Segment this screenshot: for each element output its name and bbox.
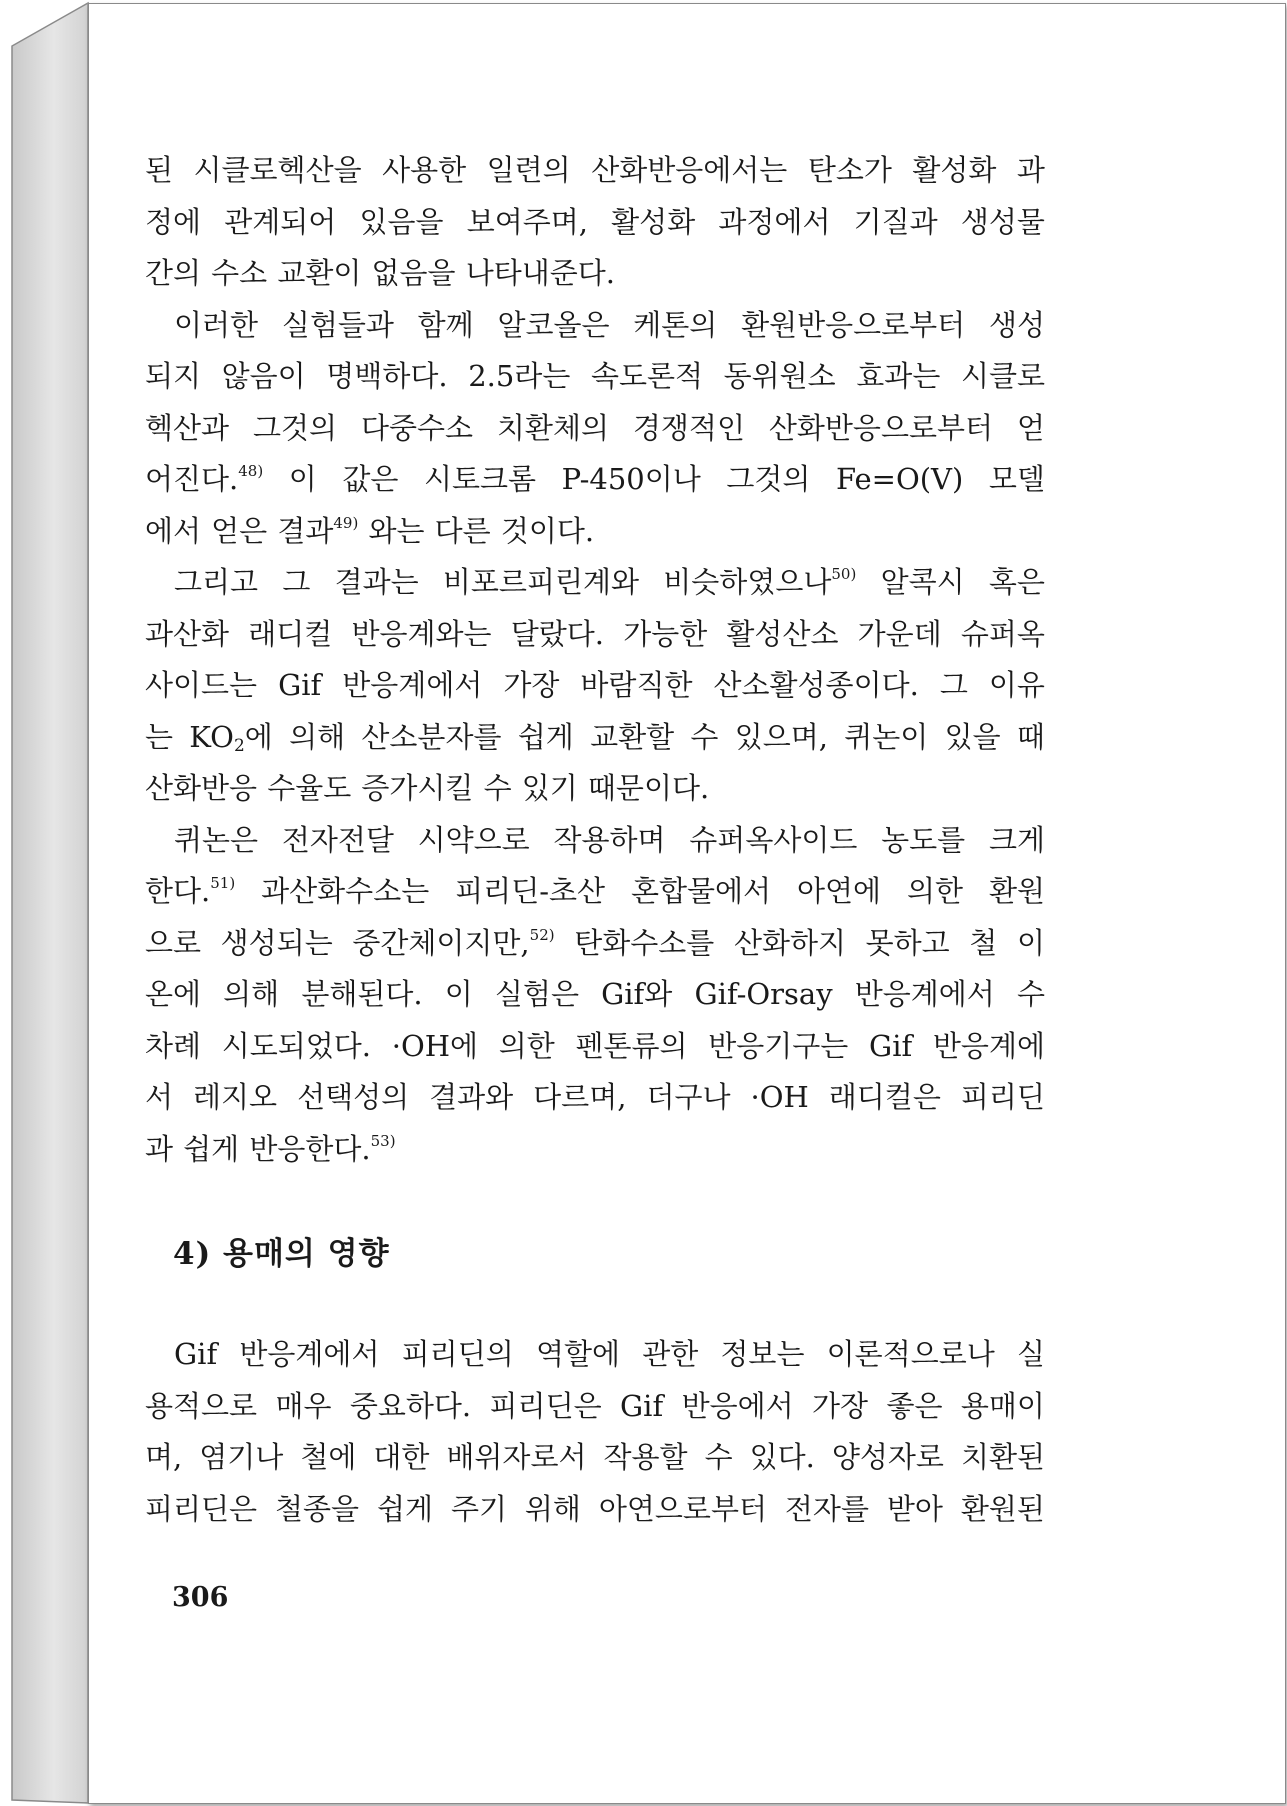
text-word: 탄화수소를 xyxy=(574,925,715,960)
text-word: 반응계에서 xyxy=(239,1337,380,1371)
paragraph-3 xyxy=(145,557,1045,815)
text-word: 그 xyxy=(282,565,311,599)
text-word: 있기 xyxy=(521,771,578,805)
text-word: 치환된 xyxy=(960,1440,1045,1474)
text-word: 피리딘은 xyxy=(489,1388,602,1423)
text-word: 와는 xyxy=(368,513,425,548)
text-word: 반응계에서 xyxy=(854,977,995,1011)
text-word: 못하고 xyxy=(865,925,950,960)
text-word: 대한 xyxy=(373,1440,430,1474)
text-word: Gif xyxy=(174,1337,218,1371)
text-word: 동위원소 xyxy=(723,359,836,393)
text-word: 과정에서 xyxy=(718,204,831,239)
text-word: 가운데 xyxy=(857,616,942,651)
body-text-bottom xyxy=(145,1329,1045,1535)
text-word: 작용하며 xyxy=(553,822,666,857)
text-line xyxy=(145,609,1045,661)
page-number: 306 xyxy=(172,1582,229,1613)
text-word: 반응계에서 xyxy=(342,668,483,702)
text-line xyxy=(145,1432,1045,1484)
text-word: 있다. xyxy=(749,1440,815,1474)
text-line xyxy=(145,815,1045,867)
text-word: 분해된다. xyxy=(301,977,423,1011)
text-word: 헥산과 xyxy=(145,410,230,445)
text-word: 교환할 xyxy=(590,719,675,754)
text-word: 철종을 xyxy=(275,1491,360,1526)
text-word: 결과는 xyxy=(334,565,419,599)
text-word: 다중수소 xyxy=(360,410,473,445)
text-word: 차례 xyxy=(145,1028,202,1063)
text-line xyxy=(145,1072,1045,1124)
text-word: Gif와 xyxy=(601,977,673,1011)
text-word: 그 xyxy=(939,668,968,702)
text-word: 전자전달 xyxy=(281,822,394,857)
text-word: 중간체이지만,$^{52)}$ xyxy=(352,925,555,960)
text-word: 시도되었다. xyxy=(221,1028,372,1063)
text-line xyxy=(145,918,1045,970)
text-word: 과 xyxy=(145,1131,174,1166)
text-word: Fe=O(V) xyxy=(835,462,964,496)
text-word: 수 xyxy=(483,771,512,805)
section-heading: 4) 용매의 영향 xyxy=(173,1236,390,1272)
text-word: 주기 xyxy=(450,1491,507,1526)
text-word: 활성화 xyxy=(912,153,997,187)
text-word: 의해 xyxy=(289,719,346,754)
text-word: 효과는 xyxy=(856,359,941,393)
text-word: 속도론적 xyxy=(590,359,704,393)
text-word: 피리딘-초산 xyxy=(455,874,606,908)
text-word: 작용할 xyxy=(603,1440,688,1474)
text-word: 교환이 xyxy=(277,256,362,290)
text-line xyxy=(145,197,1045,249)
text-word: 관계되어 xyxy=(224,204,337,239)
text-word: 실험은 xyxy=(494,977,579,1011)
text-line xyxy=(145,248,1045,300)
text-line xyxy=(145,866,1045,918)
text-word: 없음을 xyxy=(371,256,456,290)
text-word: 펜톤류의 xyxy=(575,1028,688,1063)
text-word: 된 xyxy=(145,153,174,187)
text-word: ·OH에 xyxy=(391,1028,479,1063)
text-word: 크게 xyxy=(988,822,1045,857)
text-word: 반응계와는 xyxy=(351,616,492,651)
text-word: 쉽게 xyxy=(376,1491,434,1526)
text-word: 탄소가 xyxy=(807,153,892,187)
text-word: 수 xyxy=(690,719,719,754)
text-word: 케톤의 xyxy=(633,307,718,342)
text-word: 반응계에 xyxy=(932,1028,1045,1063)
text-word: 어진다.$^{48)}$ xyxy=(145,462,264,496)
text-word: 의해 xyxy=(223,977,280,1011)
text-word: 시클로 xyxy=(960,359,1045,393)
text-word: 선택성의 xyxy=(297,1080,410,1114)
text-word: 과 xyxy=(1016,153,1045,187)
text-word: Gif xyxy=(869,1028,913,1063)
text-word: 가장 xyxy=(503,668,560,702)
text-word: 며, xyxy=(145,1440,183,1474)
text-line xyxy=(145,403,1045,455)
text-word: 관한 xyxy=(642,1337,699,1371)
text-word: 되지 xyxy=(145,359,202,393)
text-line xyxy=(145,660,1045,712)
text-word: Gif xyxy=(620,1388,664,1423)
text-word: 이유 xyxy=(988,668,1045,702)
text-word: 산화반응으로부터 xyxy=(768,410,994,445)
text-word: 결과와 xyxy=(429,1080,514,1114)
text-word: 얻 xyxy=(1016,410,1045,445)
text-word: Gif-Orsay xyxy=(694,977,833,1011)
text-line xyxy=(145,712,1045,764)
text-word: 과산화수소는 xyxy=(261,874,430,908)
text-line xyxy=(145,506,1045,558)
paragraph-4 xyxy=(145,815,1045,1176)
text-word: 기질과 xyxy=(853,204,938,239)
text-word: 좋은 xyxy=(886,1388,943,1423)
text-line xyxy=(145,1124,1045,1176)
text-word: 함께 xyxy=(417,307,474,342)
text-word: 반응기구는 xyxy=(708,1028,849,1063)
text-word: 한다.$^{51)}$ xyxy=(145,874,236,908)
text-line xyxy=(145,1329,1045,1381)
text-word: 실험들과 xyxy=(281,307,394,342)
text-line xyxy=(145,145,1045,197)
text-word: 사용한 xyxy=(382,153,467,187)
body-text-top xyxy=(145,145,1045,1175)
text-word: 이 xyxy=(288,462,317,496)
text-line xyxy=(145,1021,1045,1073)
text-word: 혼합물에서 xyxy=(630,874,772,908)
text-line xyxy=(145,1484,1045,1536)
text-word: 산소활성종이다. xyxy=(713,668,919,702)
text-word: 있으며, xyxy=(734,719,828,754)
text-word: 더구나 xyxy=(646,1080,731,1114)
text-word: 용매이 xyxy=(960,1388,1045,1423)
text-word: 매우 xyxy=(275,1388,332,1423)
text-word: 비슷하였으나$^{50)}$ xyxy=(663,565,857,599)
text-word: 때 xyxy=(1016,719,1045,754)
text-word: 생성물 xyxy=(960,204,1045,239)
text-word: 퀴논이 xyxy=(844,719,929,754)
text-word: 때문이다. xyxy=(587,771,710,805)
text-word: 으로 xyxy=(145,925,202,960)
text-word: 활성산소 xyxy=(726,616,839,651)
text-word: 있음을 xyxy=(359,204,444,239)
text-word: 사이드는 xyxy=(145,668,258,702)
text-word: 보여주며, xyxy=(466,204,588,239)
text-word: 경쟁적인 xyxy=(632,410,745,445)
citation-48: 48) xyxy=(238,462,264,480)
text-word: 받아 xyxy=(886,1491,943,1526)
text-word: 생성 xyxy=(988,307,1045,342)
text-word: 철에 xyxy=(300,1440,357,1474)
text-word: 이 xyxy=(444,977,473,1011)
text-word: 다르며, xyxy=(533,1080,627,1114)
text-word: 생성되는 xyxy=(220,925,333,960)
text-word: 래디컬 xyxy=(248,616,333,651)
text-word: 바람직한 xyxy=(580,668,693,702)
text-word: 산화하지 xyxy=(733,925,846,960)
text-word: 가능한 xyxy=(623,616,708,651)
text-word: 알코올은 xyxy=(497,307,610,342)
text-word: 의한 xyxy=(498,1028,555,1063)
text-word: 양성자로 xyxy=(831,1440,944,1474)
text-word: 레지오 xyxy=(193,1080,278,1114)
text-word: 환원된 xyxy=(960,1491,1045,1526)
text-word: 과산화 xyxy=(145,616,230,651)
text-word: 피리딘 xyxy=(960,1080,1045,1114)
citation-49: 49) xyxy=(333,513,359,532)
text-word: 수소 xyxy=(211,256,268,290)
text-word: 역할에 xyxy=(535,1337,620,1371)
text-word: 산소분자를 xyxy=(361,719,502,754)
citation-52: 52) xyxy=(529,925,555,944)
text-word: 아연에 xyxy=(797,874,882,908)
text-word: 시토크롬 xyxy=(424,462,537,496)
text-line xyxy=(145,300,1045,352)
text-word: ·OH xyxy=(750,1080,809,1114)
text-word: 비포르피린계와 xyxy=(442,565,640,599)
text-word: 가장 xyxy=(812,1388,869,1423)
text-word: 얻은 xyxy=(211,513,268,548)
text-word: 는 xyxy=(145,719,174,754)
paragraph-1 xyxy=(145,145,1045,300)
text-word: 배위자로서 xyxy=(446,1440,587,1474)
text-word: 값은 xyxy=(342,462,399,496)
text-word: 철 xyxy=(969,925,998,960)
text-word: 온에 xyxy=(145,977,202,1011)
paragraph-5 xyxy=(145,1329,1045,1535)
text-word: 일련의 xyxy=(486,153,571,187)
text-word: 있을 xyxy=(944,719,1001,754)
text-word: P-450이나 xyxy=(561,462,701,496)
text-word: 이 xyxy=(1016,925,1045,960)
text-word: 농도를 xyxy=(881,822,966,857)
text-word: 쉽게 xyxy=(517,719,574,754)
text-word: 이러한 xyxy=(174,307,259,342)
text-word: 슈퍼옥사이드 xyxy=(689,822,858,857)
text-word: 염기나 xyxy=(199,1440,284,1474)
text-word: 쉽게 xyxy=(183,1131,240,1166)
citation-50: 50) xyxy=(831,565,857,583)
text-word: 결과$^{49)}$ xyxy=(277,513,359,548)
text-word: 서 xyxy=(145,1080,174,1114)
text-line xyxy=(145,454,1045,506)
text-word: 산화반응에서는 xyxy=(591,153,788,187)
text-word: 그리고 xyxy=(174,565,259,599)
text-word: 것이다. xyxy=(500,513,595,548)
text-word: 치환체의 xyxy=(496,410,609,445)
text-word: 혹은 xyxy=(988,565,1045,599)
paragraph-2 xyxy=(145,300,1045,558)
text-word: 그것의 xyxy=(252,410,338,445)
text-word: 위해 xyxy=(524,1491,581,1526)
text-word: 반응에서 xyxy=(681,1388,794,1423)
text-word: 나타내준다. xyxy=(465,256,616,290)
text-word: 간의 xyxy=(145,256,202,290)
text-word: 피리딘은 xyxy=(145,1491,258,1526)
text-word: Gif xyxy=(278,668,322,702)
text-line xyxy=(145,1381,1045,1433)
text-word: 시약으로 xyxy=(417,822,530,857)
text-word: 알콕시 xyxy=(880,565,965,599)
text-line xyxy=(145,763,1045,815)
text-word: 이론적으로나 xyxy=(826,1337,995,1371)
text-word: 환원 xyxy=(988,874,1045,908)
text-word: 산화반응 xyxy=(145,771,258,805)
citation-51: 51) xyxy=(210,874,236,892)
text-word: 명백하다. xyxy=(326,359,448,393)
chemical-formula-ko2: $KO_2$에 xyxy=(189,719,273,756)
text-word: 반응한다.$^{53)}$ xyxy=(249,1131,396,1166)
text-word: 전자를 xyxy=(784,1491,869,1526)
text-word: 증가시킬 xyxy=(361,771,474,805)
text-word: 수율도 xyxy=(267,771,352,805)
text-word: 않음이 xyxy=(221,359,306,393)
text-word: 정에 xyxy=(145,204,202,239)
text-word: 그것의 xyxy=(726,462,811,496)
text-word: 슈퍼옥 xyxy=(960,616,1045,651)
text-word: 활성화 xyxy=(611,204,696,239)
text-word: 환원반응으로부터 xyxy=(741,307,966,342)
text-line xyxy=(145,351,1045,403)
text-word: 에서 xyxy=(145,513,202,548)
text-word: 아연으로부터 xyxy=(598,1491,767,1526)
text-word: 시클로헥산을 xyxy=(193,153,362,187)
text-word: 모델 xyxy=(988,462,1045,496)
text-word: 중요하다. xyxy=(349,1388,472,1423)
text-word: 용적으로 xyxy=(145,1388,258,1423)
text-word: 래디컬은 xyxy=(828,1080,941,1114)
text-word: 다른 xyxy=(434,513,491,548)
text-word: 피리딘의 xyxy=(401,1337,514,1371)
text-line xyxy=(145,557,1045,609)
text-word: 2.5라는 xyxy=(468,359,571,393)
text-word: 퀴논은 xyxy=(174,822,259,857)
citation-53: 53) xyxy=(370,1131,396,1150)
text-word: 실 xyxy=(1016,1337,1045,1371)
text-word: 수 xyxy=(1016,977,1045,1011)
text-word: 의한 xyxy=(906,874,964,908)
text-line xyxy=(145,969,1045,1021)
text-word: 수 xyxy=(704,1440,733,1474)
text-word: 정보는 xyxy=(720,1337,805,1371)
text-word: 달랐다. xyxy=(510,616,604,651)
